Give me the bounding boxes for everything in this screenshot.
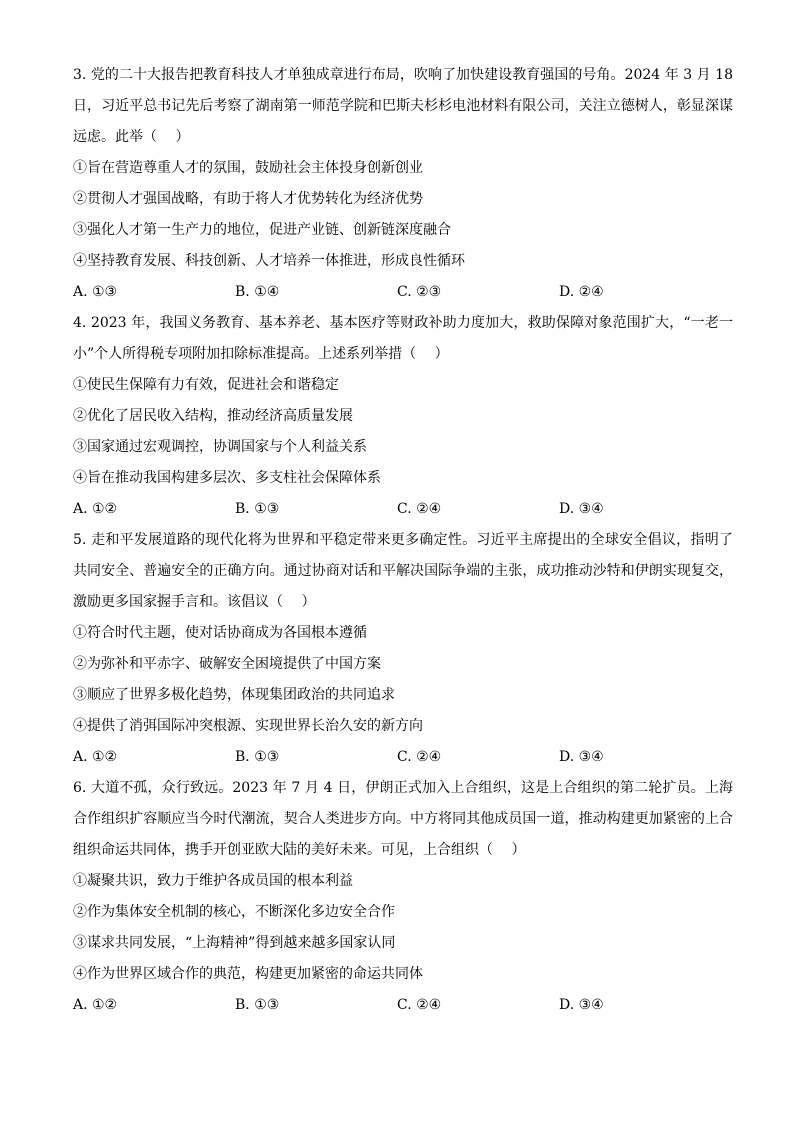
option-statement: ①凝聚共识，致力于维护各成员国的根本利益: [73, 873, 353, 889]
question-5: [73, 525, 733, 773]
option-statement: ③谋求共同发展，“上海精神”得到越来越多国家认同: [73, 935, 396, 951]
choice-d: D. ③④: [559, 749, 604, 765]
option-statement: ②作为集体安全机制的核心，不断深化多边安全合作: [73, 904, 395, 920]
choice-d: D. ③④: [559, 501, 604, 517]
exam-page: [73, 60, 733, 1021]
option-statement: ③国家通过宏观调控，协调国家与个人利益关系: [73, 439, 367, 455]
answer-choices: [73, 277, 733, 308]
choice-c: C. ②④: [397, 997, 442, 1013]
choice-c: C. ②④: [397, 749, 442, 765]
option-statement: ④旨在推动我国构建多层次、多支柱社会保障体系: [73, 470, 381, 486]
answer-choices: [73, 990, 733, 1021]
choice-a: A. ①②: [73, 501, 118, 517]
choice-a: A. ①②: [73, 997, 118, 1013]
choice-b: B. ①③: [235, 501, 280, 517]
question-4: [73, 308, 733, 525]
question-stem: 3. 党的二十大报告把教育科技人才单独成章进行布局，吹响了加快建设教育强国的号角。2024 年 3 月 18 日，习近平总书记先后考察了湖南第一师范学院和巴斯夫杉杉电池材料有限公司，关注立德树人，彰显深谋远虑。此举（ ）: [73, 67, 733, 145]
question-stem: 5. 走和平发展道路的现代化将为世界和平稳定带来更多确定性。习近平主席提出的全球安全倡议，指明了共同安全、普遍安全的正确方向。通过协商对话和平解决国际争端的主张，成功推动沙特和伊朗实现复交，激励更多国家握手言和。该倡议（ ）: [73, 532, 733, 610]
option-statement: ④坚持教育发展、科技创新、人才培养一体推进，形成良性循环: [73, 253, 465, 269]
choice-b: B. ①④: [235, 284, 280, 300]
choice-a: A. ①③: [73, 284, 118, 300]
option-statement: ③顺应了世界多极化趋势，体现集团政治的共同追求: [73, 687, 395, 703]
option-statement: ①旨在营造尊重人才的氛围，鼓励社会主体投身创新创业: [73, 160, 423, 176]
answer-choices: [73, 494, 733, 525]
option-statement: ①使民生保障有力有效，促进社会和谐稳定: [73, 377, 339, 393]
choice-b: B. ①③: [235, 997, 280, 1013]
option-statement: ④提供了消弭国际冲突根源、实现世界长治久安的新方向: [73, 718, 423, 734]
option-statement: ②贯彻人才强国战略，有助于将人才优势转化为经济优势: [73, 191, 423, 207]
option-statement: ④作为世界区域合作的典范，构建更加紧密的命运共同体: [73, 966, 423, 982]
question-stem: 6. 大道不孤，众行致远。2023 年 7 月 4 日，伊朗正式加入上合组织，这是上合组织的第二轮扩员。上海合作组织扩容顺应当今时代潮流，契合人类进步方向。中方将同其他成员国一道，推动构建更加紧密的上合组织命运共同体，携手开创亚欧大陆的美好未来。可见，上合组织（ ）: [73, 780, 733, 858]
choice-d: D. ③④: [559, 997, 604, 1013]
choice-c: C. ②④: [397, 501, 442, 517]
choice-b: B. ①③: [235, 749, 280, 765]
choice-a: A. ①②: [73, 749, 118, 765]
question-3: [73, 60, 733, 308]
option-statement: ①符合时代主题，使对话协商成为各国根本遵循: [73, 625, 367, 641]
option-statement: ③强化人才第一生产力的地位，促进产业链、创新链深度融合: [73, 222, 451, 238]
answer-choices: [73, 742, 733, 773]
choice-d: D. ②④: [559, 284, 604, 300]
question-stem: 4. 2023 年，我国义务教育、基本养老、基本医疗等财政补助力度加大，救助保障对象范围扩大，“一老一小”个人所得税专项附加扣除标准提高。上述系列举措（ ）: [73, 315, 733, 362]
choice-c: C. ②③: [397, 284, 442, 300]
question-6: [73, 773, 733, 1021]
option-statement: ②为弥补和平赤字、破解安全困境提供了中国方案: [73, 656, 381, 672]
option-statement: ②优化了居民收入结构，推动经济高质量发展: [73, 408, 353, 424]
